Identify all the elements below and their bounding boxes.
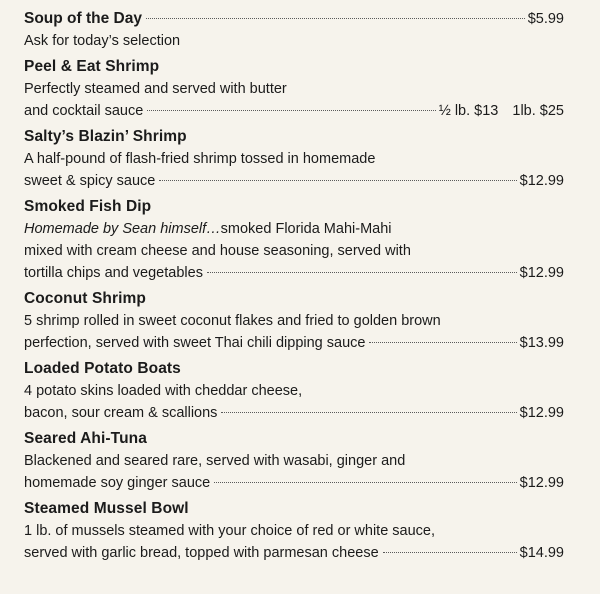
item-description: A half-pound of flash-fried shrimp tossed in homemade — [24, 151, 376, 167]
item-description: perfection, served with sweet Thai chili dipping sauce — [24, 335, 366, 351]
menu-item-saltys-blazin-shrimp — [24, 126, 564, 192]
item-name: Steamed Mussel Bowl — [24, 500, 189, 517]
dot-leader — [146, 18, 525, 19]
item-price: $13.99 — [519, 335, 564, 351]
item-price-row — [24, 262, 564, 284]
item-name: Loaded Potato Boats — [24, 360, 181, 377]
dot-leader — [207, 272, 517, 273]
item-price: $12.99 — [519, 475, 564, 491]
item-price-half: ½ lb. $13 — [438, 103, 499, 119]
item-price-row — [24, 332, 564, 354]
item-price-full: 1lb. $25 — [512, 103, 564, 119]
item-price-row — [24, 472, 564, 494]
item-description: Ask for today’s selection — [24, 33, 181, 49]
item-description: Perfectly steamed and served with butter — [24, 81, 287, 97]
item-description-text: smoked Florida Mahi-Mahi — [220, 221, 392, 237]
item-price-row — [24, 100, 564, 122]
item-description: sweet & spicy sauce — [24, 173, 156, 189]
item-name: Seared Ahi-Tuna — [24, 430, 147, 447]
menu-item-seared-ahi-tuna — [24, 428, 564, 494]
item-price: $5.99 — [527, 11, 564, 27]
dot-leader — [383, 552, 517, 553]
item-description: mixed with cream cheese and house seasoning, served with — [24, 243, 411, 259]
item-price: $12.99 — [519, 405, 564, 421]
dot-leader — [369, 342, 516, 343]
item-description: served with garlic bread, topped with parmesan cheese — [24, 545, 379, 561]
menu-item-steamed-mussel-bowl — [24, 498, 564, 564]
item-description: homemade soy ginger sauce — [24, 475, 211, 491]
item-description: and cocktail sauce — [24, 103, 144, 119]
dot-leader — [159, 180, 516, 181]
item-name: Coconut Shrimp — [24, 290, 146, 307]
item-price-row — [24, 402, 564, 424]
item-price: $12.99 — [519, 265, 564, 281]
item-price-row — [24, 542, 564, 564]
item-description: bacon, sour cream & scallions — [24, 405, 218, 421]
menu-item-loaded-potato-boats — [24, 358, 564, 424]
item-name: Smoked Fish Dip — [24, 198, 152, 215]
item-price: $12.99 — [519, 173, 564, 189]
item-name: Soup of the Day — [24, 10, 142, 27]
item-description: tortilla chips and vegetables — [24, 265, 203, 281]
menu-item-coconut-shrimp — [24, 288, 564, 354]
menu-item-peel-and-eat-shrimp — [24, 56, 564, 122]
item-description — [24, 218, 564, 240]
item-name: Salty’s Blazin’ Shrimp — [24, 128, 187, 145]
item-description: Blackened and seared rare, served with wasabi, ginger and — [24, 453, 406, 469]
item-description: 1 lb. of mussels steamed with your choice of red or white sauce, — [24, 523, 436, 539]
item-tagline: Homemade by Sean himself… — [24, 221, 221, 237]
item-description: 5 shrimp rolled in sweet coconut flakes and fried to golden brown — [24, 313, 441, 329]
menu-item-soup-of-the-day — [24, 8, 564, 52]
item-price: $14.99 — [519, 545, 564, 561]
dot-leader — [147, 110, 435, 111]
item-name: Peel & Eat Shrimp — [24, 58, 160, 75]
item-description: 4 potato skins loaded with cheddar cheese, — [24, 383, 303, 399]
dot-leader — [214, 482, 516, 483]
item-header-row — [24, 8, 564, 30]
dot-leader — [221, 412, 516, 413]
menu-item-smoked-fish-dip — [24, 196, 564, 284]
item-price-row — [24, 170, 564, 192]
